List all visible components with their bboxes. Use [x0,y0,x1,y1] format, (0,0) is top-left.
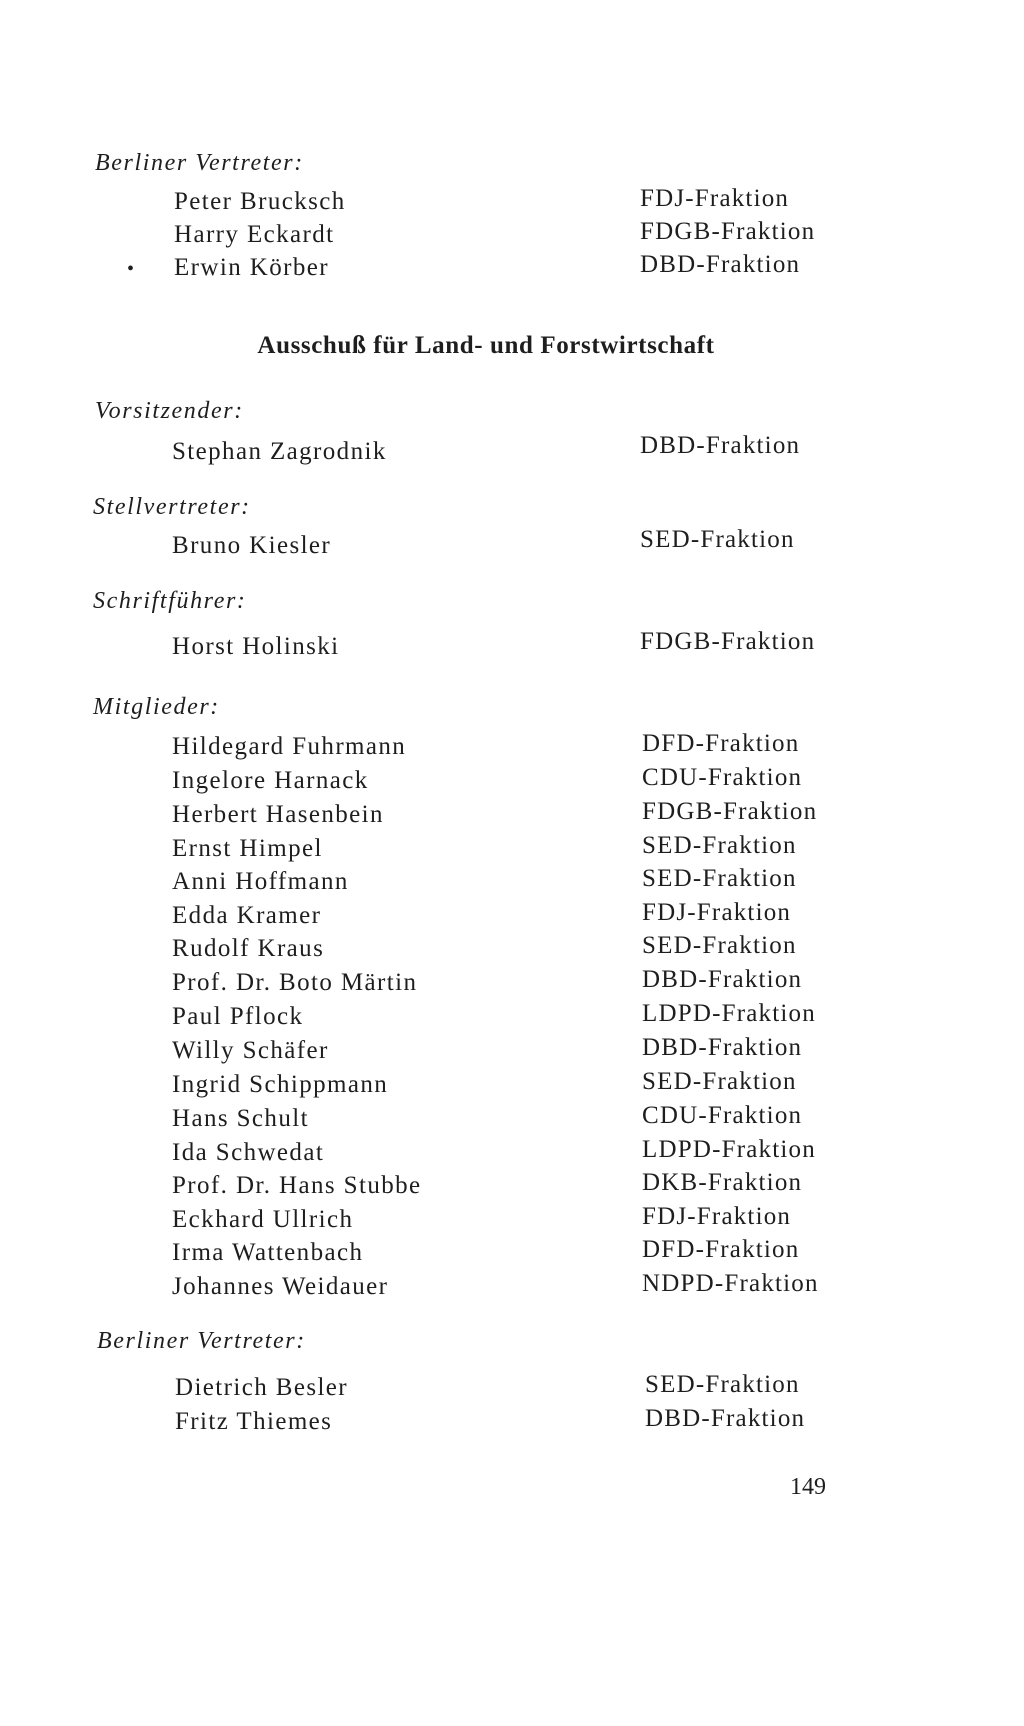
member-fraktion: DBD-Fraktion [642,1034,803,1061]
secretary-fraktion: FDGB-Fraktion [640,628,816,655]
page-number: 149 [790,1474,826,1500]
member-name: Willy Schäfer [172,1037,329,1064]
chair-fraktion: DBD-Fraktion [640,432,801,459]
member-fraktion: FDJ-Fraktion [640,185,790,212]
role-label-deputy: Stellvertreter: [93,494,251,520]
member-fraktion: CDU-Fraktion [642,764,803,791]
member-name: Edda Kramer [172,902,322,929]
member-fraktion: FDGB-Fraktion [640,218,816,245]
member-name: Irma Wattenbach [172,1239,364,1266]
member-fraktion: DFD-Fraktion [642,730,800,757]
bullet-mark: • [127,258,135,280]
member-name: Dietrich Besler [175,1374,349,1401]
member-name: Eckhard Ullrich [172,1206,354,1233]
member-fraktion: LDPD-Fraktion [642,1000,816,1027]
member-name: Prof. Dr. Hans Stubbe [172,1172,422,1199]
section-label-berliner-vertreter: Berliner Vertreter: [95,150,304,176]
member-fraktion: SED-Fraktion [642,932,797,959]
member-name: Harry Eckardt [174,221,335,248]
member-fraktion: FDJ-Fraktion [642,1203,792,1230]
member-name: Ida Schwedat [172,1139,325,1166]
committee-heading: Ausschuß für Land- und Forstwirtschaft [257,332,715,359]
member-fraktion: DBD-Fraktion [645,1405,806,1432]
member-name: Peter Brucksch [174,188,346,215]
member-fraktion: LDPD-Fraktion [642,1136,816,1163]
chair-name: Stephan Zagrodnik [172,438,387,465]
member-name: Johannes Weidauer [172,1273,389,1300]
member-fraktion: DKB-Fraktion [642,1169,803,1196]
member-name: Paul Pflock [172,1003,304,1030]
member-fraktion: DFD-Fraktion [642,1236,800,1263]
member-name: Ingelore Harnack [172,767,369,794]
member-name: Hans Schult [172,1105,309,1132]
member-name: Rudolf Kraus [172,935,325,962]
secretary-name: Horst Holinski [172,633,340,660]
member-fraktion: SED-Fraktion [642,865,797,892]
member-name: Erwin Körber [174,254,329,281]
member-fraktion: DBD-Fraktion [640,251,801,278]
member-fraktion: FDGB-Fraktion [642,798,818,825]
member-fraktion: SED-Fraktion [642,1068,797,1095]
member-name: Prof. Dr. Boto Märtin [172,969,418,996]
member-fraktion: FDJ-Fraktion [642,899,792,926]
section-label-berliner-vertreter: Berliner Vertreter: [97,1328,306,1354]
role-label-members: Mitglieder: [93,694,220,720]
member-fraktion: SED-Fraktion [642,832,797,859]
deputy-name: Bruno Kiesler [172,532,332,559]
member-name: Ernst Himpel [172,835,323,862]
member-name: Herbert Hasenbein [172,801,384,828]
member-name: Ingrid Schippmann [172,1071,389,1098]
member-fraktion: DBD-Fraktion [642,966,803,993]
member-name: Fritz Thiemes [175,1408,333,1435]
deputy-fraktion: SED-Fraktion [640,526,795,553]
member-name: Hildegard Fuhrmann [172,733,407,760]
role-label-chair: Vorsitzender: [95,398,244,424]
role-label-secretary: Schriftführer: [93,588,247,614]
member-fraktion: SED-Fraktion [645,1371,800,1398]
member-fraktion: CDU-Fraktion [642,1102,803,1129]
member-fraktion: NDPD-Fraktion [642,1270,819,1297]
member-name: Anni Hoffmann [172,868,349,895]
